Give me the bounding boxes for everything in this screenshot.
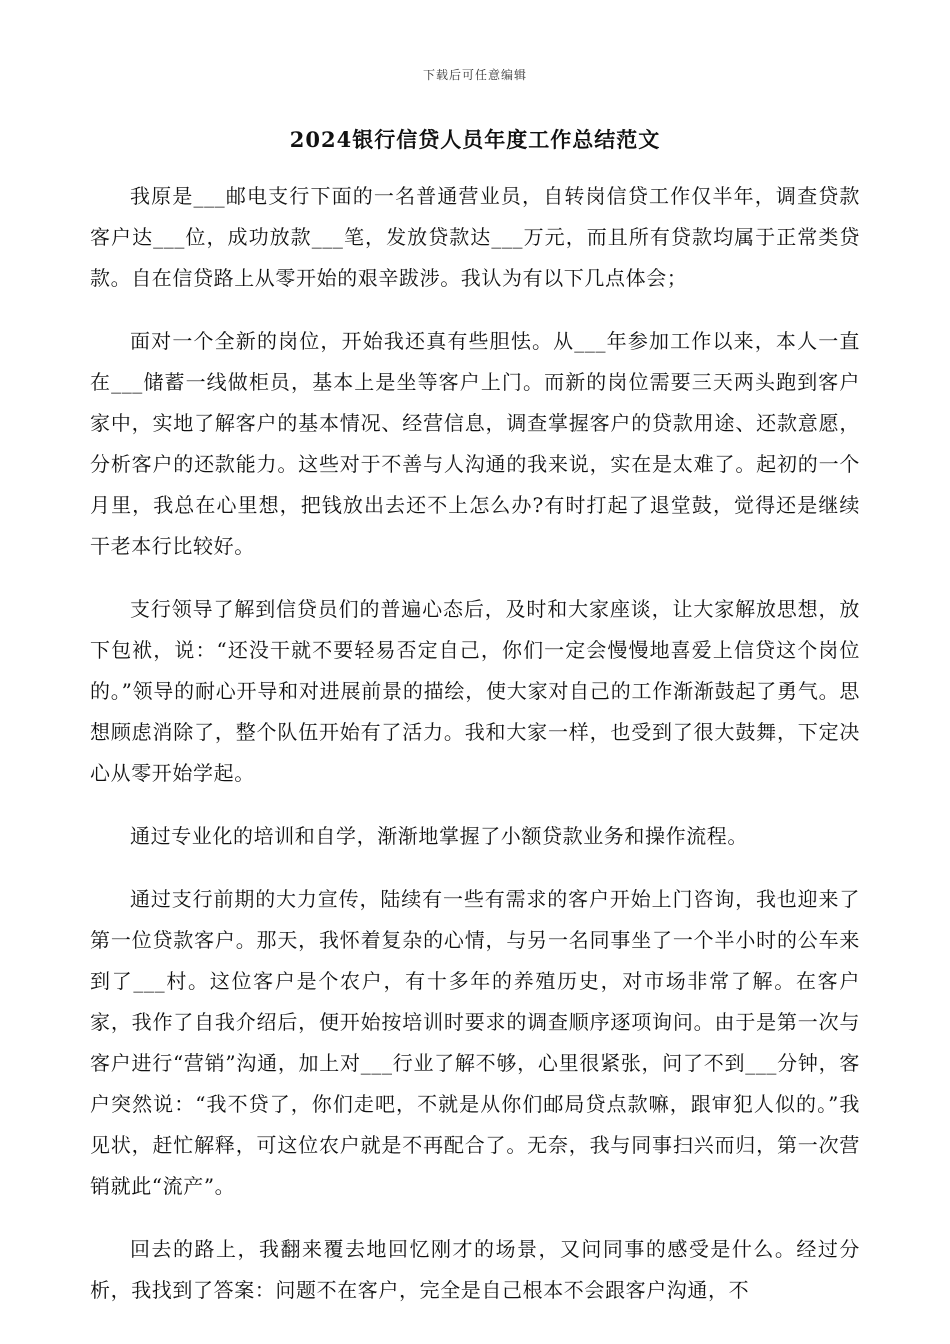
- paragraph-1: 我原是___邮电支行下面的一名普通营业员，自转岗信贷工作仅半年，调查贷款客户达___位，成功放款___笔，发放贷款达___万元，而且所有贷款均属于正常类贷款。自在信贷路上从零开始的艰辛跋涉。我认为有以下几点体会；: [90, 184, 860, 290]
- paragraph-3: 支行领导了解到信贷员们的普遍心态后，及时和大家座谈，让大家解放思想，放下包袱，说：“还没干就不要轻易否定自己，你们一定会慢慢地喜爱上信贷这个岗位的。”领导的耐心开导和对进展前景的描绘，使大家对自己的工作渐渐鼓起了勇气。思想顾虑消除了，整个队伍开始有了活力。我和大家一样，也受到了很大鼓舞，下定决心从零开始学起。: [90, 597, 860, 785]
- header-note: 下载后可任意编辑: [422, 68, 527, 82]
- paragraph-5: 通过支行前期的大力宣传，陆续有一些有需求的客户开始上门咨询，我也迎来了第一位贷款客户。那天，我怀着复杂的心情，与另一名同事坐了一个半小时的公车来到了___村。这位客户是个农户，有十多年的养殖历史，对市场非常了解。在客户家，我作了自我介绍后，便开始按培训时要求的调查顺序逐项询问。由于是第一次与客户进行“营销”沟通，加上对___行业了解不够，心里很紧张，问了不到___分钟，客户突然说：“我不贷了，你们走吧，不就是从你们邮局贷点款嘛，跟审犯人似的。”我见状，赶忙解释，可这位农户就是不再配合了。无奈，我与同事扫兴而归，第一次营销就此“流产”。: [90, 887, 860, 1198]
- document-body: [90, 176, 860, 1333]
- paragraph-2: 面对一个全新的岗位，开始我还真有些胆怯。从___年参加工作以来，本人一直在___储蓄一线做柜员，基本上是坐等客户上门。而新的岗位需要三天两头跑到客户家中，实地了解客户的基本情况、经营信息，调查掌握客户的贷款用途、还款意愿，分析客户的还款能力。这些对于不善与人沟通的我来说，实在是太难了。起初的一个月里，我总在心里想，把钱放出去还不上怎么办?有时打起了退堂鼓，觉得还是继续干老本行比较好。: [90, 329, 860, 558]
- document-title: 2024银行信贷人员年度工作总结范文: [289, 127, 661, 152]
- paragraph-6: 回去的路上，我翻来覆去地回忆刚才的场景，又问同事的感受是什么。经过分析，我找到了答案：问题不在客户，完全是自己根本不会跟客户沟通，不: [90, 1237, 860, 1302]
- paragraph-4: 通过专业化的培训和自学，渐渐地掌握了小额贷款业务和操作流程。: [130, 824, 748, 848]
